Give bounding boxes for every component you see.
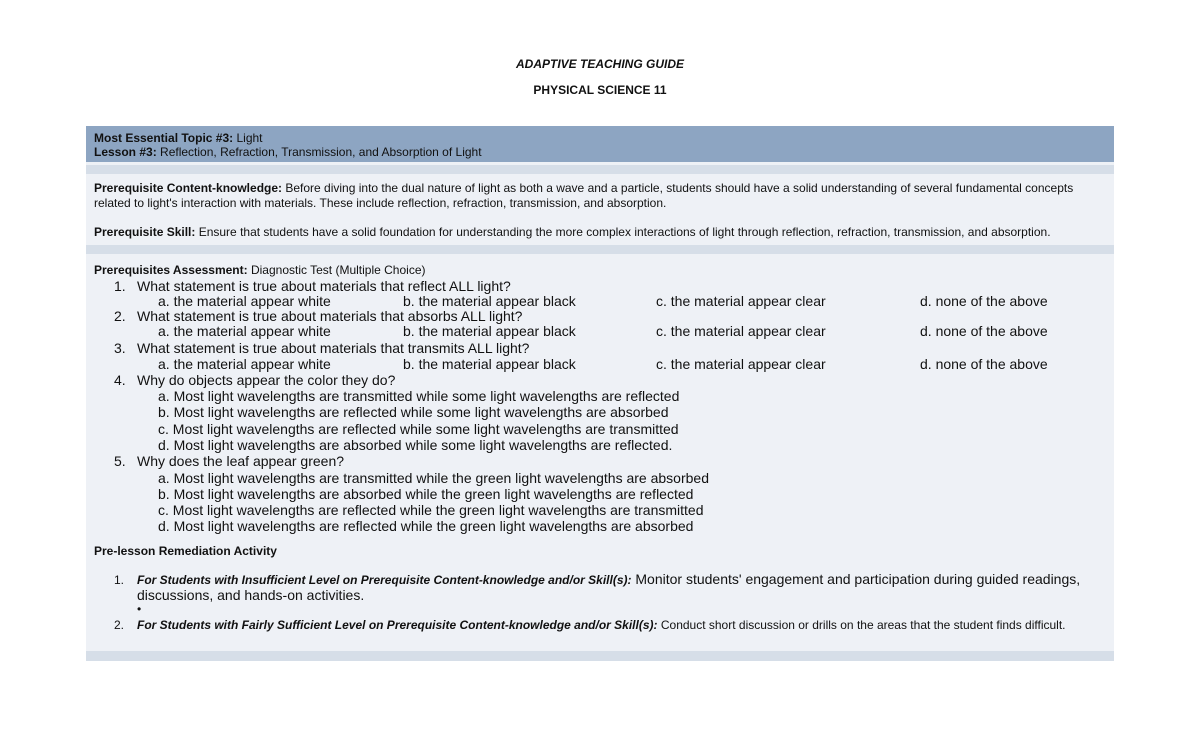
remediation-number: 1.: [114, 573, 125, 587]
document-title: ADAPTIVE TEACHING GUIDE: [515, 57, 684, 71]
choice: d. none of the above: [920, 323, 1048, 339]
choice: b. Most light wavelengths are reflected while some light wavelengths are absorbed: [158, 404, 669, 420]
choice: a. the material appear white: [158, 293, 331, 309]
remediation-title: Pre-lesson Remediation Activity: [94, 544, 277, 558]
lesson-label: Lesson #3:: [94, 145, 157, 159]
choice: b. the material appear black: [403, 356, 576, 372]
choice: c. the material appear clear: [656, 356, 826, 372]
document-subtitle: PHYSICAL SCIENCE 11: [533, 83, 667, 97]
prerequisite-content-label: Prerequisite Content-knowledge:: [94, 181, 283, 195]
assessment-label: Prerequisites Assessment:: [94, 263, 248, 277]
choice: a. the material appear white: [158, 323, 331, 339]
question-text: What statement is true about materials that reflect ALL light?: [137, 278, 511, 294]
choice: a. Most light wavelengths are transmitted while the green light wavelengths are absorbed: [158, 470, 709, 486]
question-number: 5.: [114, 453, 126, 469]
lesson-value: Reflection, Refraction, Transmission, and Absorption of Light: [156, 145, 482, 159]
remediation-number: 2.: [114, 618, 125, 632]
choice: a. Most light wavelengths are transmitted while some light wavelengths are reflected: [158, 388, 680, 404]
lesson-line: [94, 145, 482, 159]
remediation-item-label: For Students with Fairly Sufficient Level on Prerequisite Content-knowledge and/or Skill(s):: [137, 618, 658, 632]
choice: c. Most light wavelengths are reflected while some light wavelengths are transmitted: [158, 421, 679, 437]
remediation-item-label: For Students with Insufficient Level on Prerequisite Content-knowledge and/or Skill(s):: [137, 573, 632, 587]
choice: a. the material appear white: [158, 356, 331, 372]
prerequisite-content-text: Before diving into the dual nature of light as both a wave and a particle, students should have a solid understanding of several fundamental concepts related to light's interaction with materials. These include reflection, refraction, transmission, and absorption.: [94, 181, 1074, 210]
question-text: What statement is true about materials that transmits ALL light?: [137, 340, 530, 356]
choice: c. Most light wavelengths are reflected while the green light wavelengths are transmitted: [158, 502, 704, 518]
choice: c. the material appear clear: [656, 293, 826, 309]
question-text: Why do objects appear the color they do?: [137, 372, 396, 388]
bullet: •: [137, 602, 142, 616]
remediation-item-text-cont: discussions, and hands-on activities.: [137, 587, 365, 603]
question-text: Why does the leaf appear green?: [137, 453, 345, 469]
choice: d. none of the above: [920, 293, 1048, 309]
assessment-heading: [94, 263, 1109, 278]
prerequisite-skill-label: Prerequisite Skill:: [94, 225, 196, 239]
topic-value: Light: [233, 131, 263, 145]
topic-line: [94, 131, 263, 145]
question-number: 3.: [114, 340, 126, 356]
row-separator: [86, 165, 1114, 174]
remediation-item-1: [137, 571, 1080, 587]
prerequisite-skill-text: Ensure that students have a solid foundation for understanding the more complex interactions of light through reflection, refraction, transmission, and absorption.: [195, 225, 1051, 239]
row-separator: [86, 245, 1114, 254]
question-text: What statement is true about materials that absorbs ALL light?: [137, 308, 523, 324]
question-number: 4.: [114, 372, 126, 388]
choice: d. none of the above: [920, 356, 1048, 372]
row-separator: [86, 651, 1114, 661]
remediation-item-text: Monitor students' engagement and participation during guided readings,: [631, 571, 1081, 587]
question-number: 1.: [114, 278, 126, 294]
choice: d. Most light wavelengths are absorbed while some light wavelengths are reflected.: [158, 437, 673, 453]
prerequisite-skill: [94, 225, 1109, 240]
prerequisite-content: [94, 181, 1109, 211]
question-number: 2.: [114, 308, 126, 324]
remediation-item-2: [137, 618, 1066, 632]
choice: b. Most light wavelengths are absorbed while the green light wavelengths are reflected: [158, 486, 694, 502]
remediation-item-text: Conduct short discussion or drills on the areas that the student finds difficult.: [657, 618, 1066, 632]
choice: d. Most light wavelengths are reflected while the green light wavelengths are absorbed: [158, 518, 694, 534]
choice: b. the material appear black: [403, 323, 576, 339]
choice: b. the material appear black: [403, 293, 576, 309]
guide-table: [86, 126, 1114, 661]
topic-label: Most Essential Topic #3:: [94, 131, 234, 145]
choice: c. the material appear clear: [656, 323, 826, 339]
assessment-value: Diagnostic Test (Multiple Choice): [247, 263, 426, 277]
